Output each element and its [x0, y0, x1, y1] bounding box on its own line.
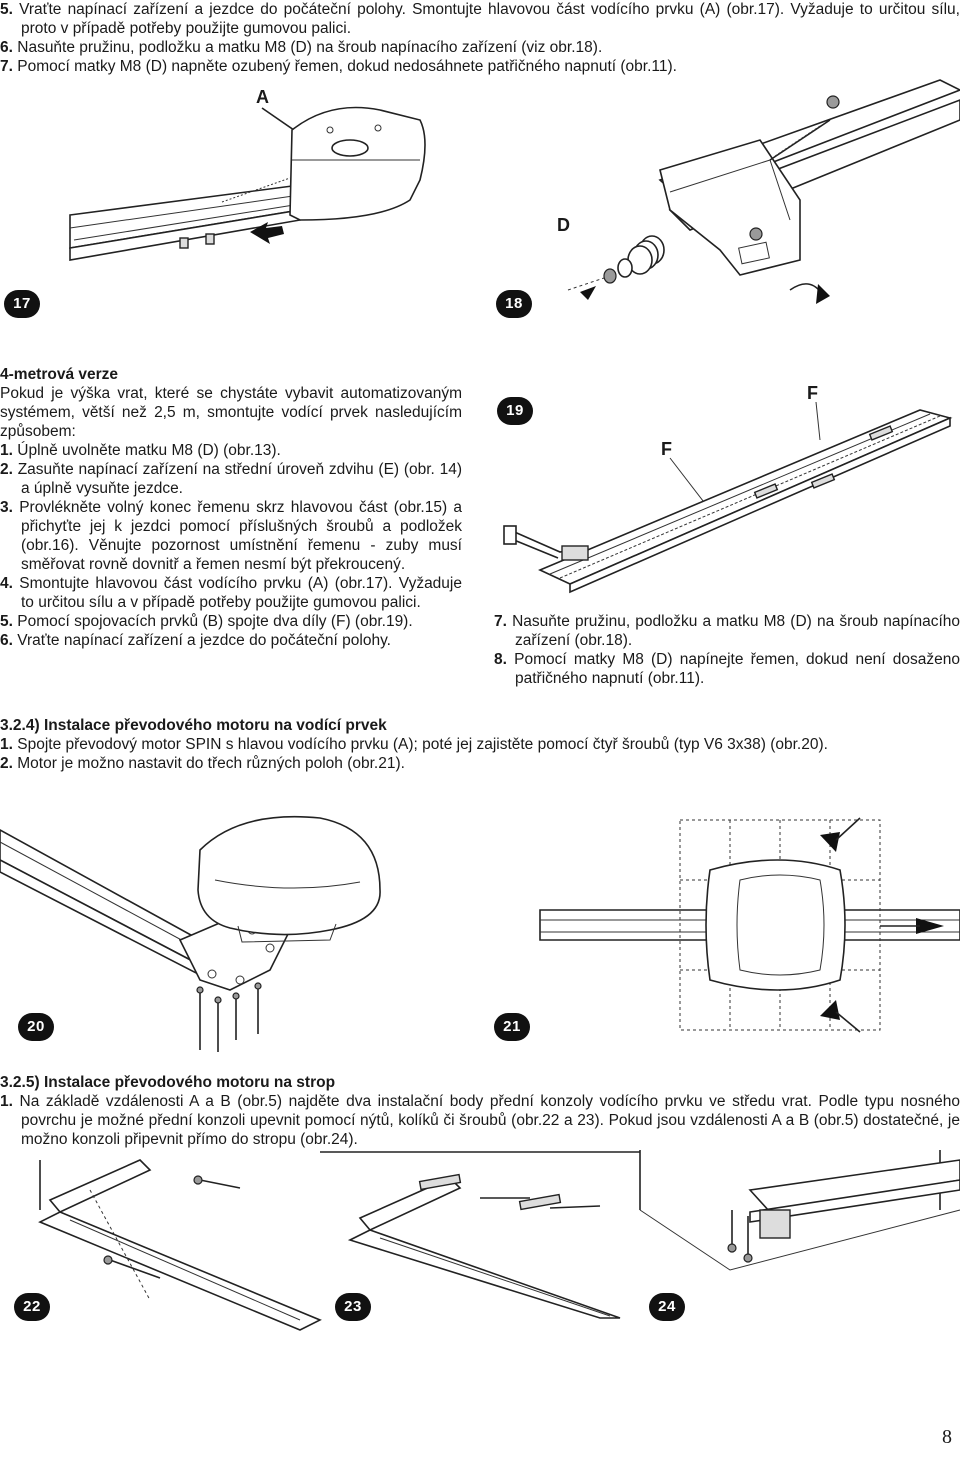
step-text: Provlékněte volný konec řemenu skrz hlavovou část (obr.15) a přichyťte jej k jezdci pomocí příslušných šroubů a podložek (obr.16). Věnujte pozornost umístnění řemenu - zuby musí směřovat rovně dovnitř a řemen nesmí být překroucený.	[19, 499, 462, 573]
step-text: Motor je možno nastavit do třech různých poloh (obr.21).	[17, 755, 405, 772]
version-4m-text	[0, 365, 462, 650]
list-item	[494, 650, 960, 688]
figure-badge: 21	[494, 1013, 530, 1041]
list-item	[0, 631, 462, 650]
step-text: Na základě vzdálenosti A a B (obr.5) najděte dva instalační body přední konzoly vodícího prvku ve středu vrat. Podle typu nosného povrchu je možné přední konzoli upevnit pomocí nýtů, kolíků či šroubů (obr.22 a 23). Pokud jsou vzdálenosti A a B (obr.5) dostatečné, je možno konzoli připevnit přímo do stropu (obr.24).	[19, 1093, 960, 1148]
step-text: Spojte převodový motor SPIN s hlavou vodícího prvku (A); poté jej zajistěte pomocí čtyř šroubů (typ V6 3x38) (obr.20).	[17, 736, 828, 753]
step-text: Pomocí matky M8 (D) napněte ozubený řemen, dokud nedosáhnete patřičného napnutí (obr.11).	[17, 58, 677, 75]
step-6-top	[0, 38, 960, 57]
step-text: Smontujte hlavovou část vodícího prvku (A) (obr.17). Vyžaduje to určitou sílu a v případě potřeby použijte gumovou palici.	[19, 575, 462, 611]
figure-label-d: D	[557, 215, 570, 235]
figure-badge: 20	[18, 1013, 54, 1041]
figure-badge: 23	[335, 1293, 371, 1321]
figure-label-f: F	[661, 439, 672, 459]
section-heading: 3.2.4) Instalace převodového motoru na vodící prvek	[0, 717, 387, 734]
figure-badge: 22	[14, 1293, 50, 1321]
figure-20-drawing	[0, 790, 480, 1050]
figure-badge: 24	[649, 1293, 685, 1321]
list-item	[0, 498, 462, 574]
list-item	[0, 754, 960, 773]
figure-21-drawing	[540, 800, 960, 1040]
step-number: 5.	[0, 613, 13, 630]
figure-18-drawing	[500, 80, 960, 320]
version-heading: 4-metrová verze	[0, 366, 119, 383]
figure-19-drawing	[500, 380, 960, 600]
step-text: Úplně uvolněte matku M8 (D) (obr.13).	[17, 442, 281, 459]
figure-label-a: A	[256, 87, 269, 107]
step-number: 2.	[0, 461, 13, 478]
version-intro: Pokud je výška vrat, které se chystáte vybavit automatizovaným systémem, větší než 2,5 m, smontujte vodící prvek nasledujícím způsobem:	[0, 385, 462, 440]
step-number: 4.	[0, 575, 13, 592]
list-item	[0, 612, 462, 631]
section-324	[0, 716, 960, 773]
step-text: Nasuňte pružinu, podložku a matku M8 (D) na šroub napínacího zařízení (obr.18).	[512, 613, 960, 649]
section-325	[0, 1073, 960, 1149]
step-number: 1.	[0, 736, 13, 753]
step-number: 6.	[0, 39, 13, 56]
section-heading: 3.2.5) Instalace převodového motoru na strop	[0, 1074, 336, 1091]
figure-24-drawing	[640, 1150, 960, 1320]
step-number: 7.	[494, 613, 507, 630]
list-item	[0, 460, 462, 498]
step-text: Vraťte napínací zařízení a jezdce do počáteční polohy. Smontujte hlavovou část vodícího prvku (A) (obr.17). Vyžaduje to určitou sílu, proto v případě potřeby použijte gumovou palici.	[19, 1, 960, 37]
step-number: 5.	[0, 1, 13, 18]
step-5-top	[0, 0, 960, 38]
step-7-top	[0, 57, 960, 76]
step-number: 3.	[0, 499, 13, 516]
step-text: Nasuňte pružinu, podložku a matku M8 (D) na šroub napínacího zařízení (viz obr.18).	[17, 39, 603, 56]
list-item	[0, 735, 960, 754]
step-text: Zasuňte napínací zařízení na střední úroveň zdvihu (E) (obr. 14) a úplně vysuňte jezdce.	[17, 461, 462, 497]
step-text: Vraťte napínací zařízení a jezdce do počáteční polohy.	[17, 632, 391, 649]
step-number: 1.	[0, 442, 13, 459]
step-text: Pomocí matky M8 (D) napínejte řemen, dokud není dosaženo patřičného napnutí (obr.11).	[514, 651, 960, 687]
list-item	[0, 441, 462, 460]
figure-badge: 19	[497, 397, 533, 425]
step-number: 1.	[0, 1093, 13, 1110]
figure-label-f: F	[807, 383, 818, 403]
list-item	[0, 1092, 960, 1149]
page-number: 8	[942, 1426, 952, 1448]
step-number: 7.	[0, 58, 13, 75]
version-4m-right-steps	[494, 612, 960, 688]
step-text: Pomocí spojovacích prvků (B) spojte dva díly (F) (obr.19).	[17, 613, 413, 630]
figure-badge: 18	[496, 290, 532, 318]
list-item	[0, 574, 462, 612]
figure-badge: 17	[4, 290, 40, 318]
step-number: 6.	[0, 632, 13, 649]
step-number: 8.	[494, 651, 507, 668]
list-item	[494, 612, 960, 650]
figure-23-drawing	[320, 1148, 640, 1318]
figure-17-drawing	[0, 80, 480, 320]
step-number: 2.	[0, 755, 13, 772]
